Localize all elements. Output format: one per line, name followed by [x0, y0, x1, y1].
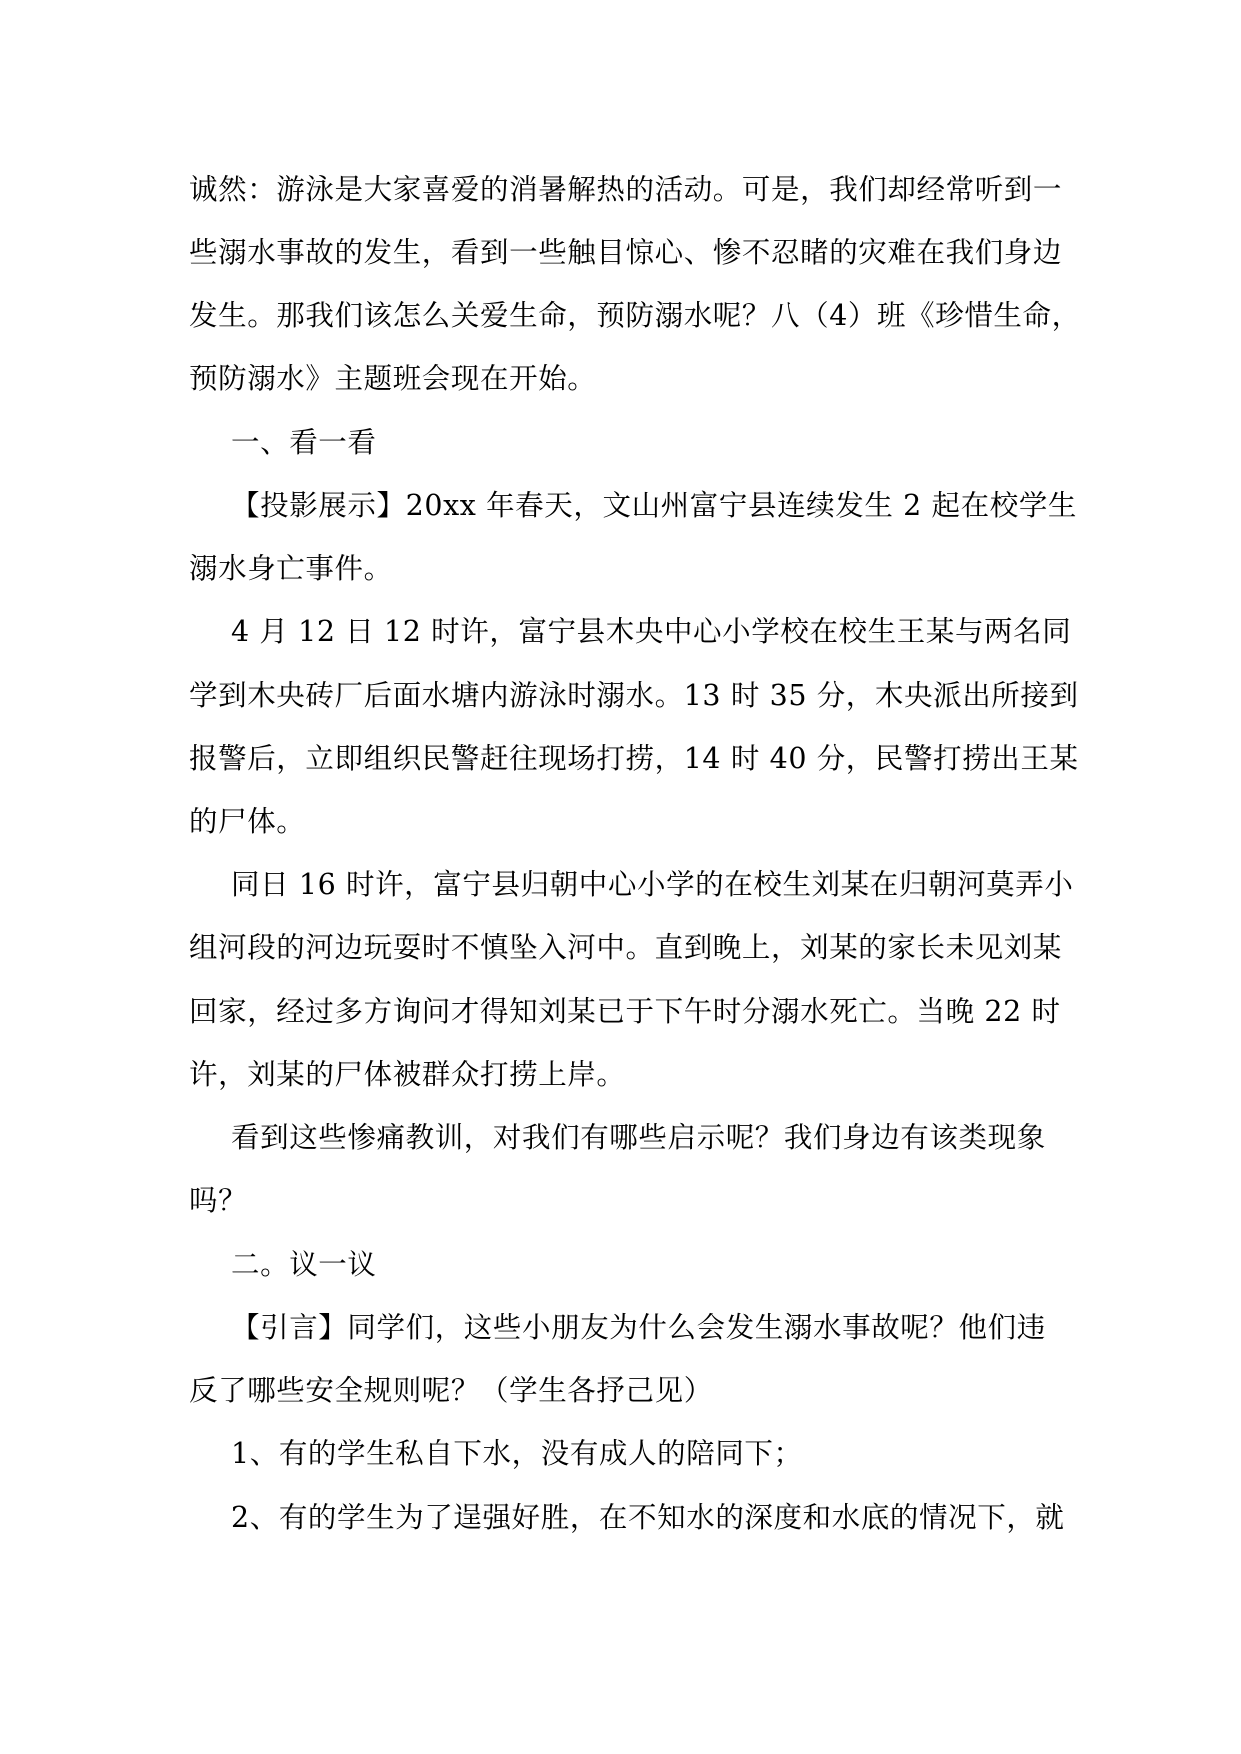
- paragraph-intro-question-line-2: 反了哪些安全规则呢？（学生各抒己见）: [189, 1374, 713, 1407]
- paragraph-intro-line-1: 诚然：游泳是大家喜爱的消暑解热的活动。可是，我们却经常听到一: [189, 173, 1063, 206]
- paragraph-case1-line-3: 报警后，立即组织民警赶往现场打捞，14 时 40 分，民警打捞出王某: [189, 742, 1079, 775]
- paragraph-intro-line-4: 预防溺水》主题班会现在开始。: [189, 362, 597, 395]
- paragraph-case1-line-2: 学到木央砖厂后面水塘内游泳时溺水。13 时 35 分，木央派出所接到: [189, 679, 1079, 712]
- paragraph-case2-line-3: 回家，经过多方询问才得知刘某已于下午时分溺水死亡。当晚 22 时: [189, 995, 1061, 1028]
- section-heading-discuss: 二。议一议: [231, 1248, 377, 1281]
- paragraph-intro-line-3: 发生。那我们该怎么关爱生命，预防溺水呢？八（4）班《珍惜生命，: [189, 299, 1081, 332]
- paragraph-case1-line-1: 4 月 12 日 12 时许，富宁县木央中心小学校在校生王某与两名同: [231, 615, 1072, 648]
- paragraph-case2-line-4: 许，刘某的尸体被群众打捞上岸。: [189, 1058, 626, 1091]
- paragraph-case2-line-1: 同日 16 时许，富宁县归朝中心小学的在校生刘某在归朝河莫弄小: [231, 868, 1074, 901]
- list-item-2: 2、有的学生为了逞强好胜，在不知水的深度和水底的情况下，就: [231, 1501, 1065, 1534]
- paragraph-intro-line-2: 些溺水事故的发生，看到一些触目惊心、惨不忍睹的灾难在我们身边: [189, 236, 1063, 269]
- paragraph-intro-question-line-1: 【引言】同学们，这些小朋友为什么会发生溺水事故呢？他们违: [231, 1311, 1046, 1344]
- paragraph-projection-line-2: 溺水身亡事件。: [189, 552, 393, 585]
- paragraph-case1-line-4: 的尸体。: [189, 805, 306, 838]
- paragraph-reflection-line-2: 吗？: [189, 1184, 248, 1217]
- list-item-1: 1、有的学生私自下水，没有成人的陪同下；: [231, 1437, 803, 1470]
- section-heading-look: 一、看一看: [231, 426, 377, 459]
- paragraph-projection-line-1: 【投影展示】20xx 年春天，文山州富宁县连续发生 2 起在校学生: [231, 489, 1078, 522]
- paragraph-case2-line-2: 组河段的河边玩耍时不慎坠入河中。直到晚上，刘某的家长未见刘某: [189, 931, 1063, 964]
- paragraph-reflection-line-1: 看到这些惨痛教训，对我们有哪些启示呢？我们身边有该类现象: [231, 1121, 1046, 1154]
